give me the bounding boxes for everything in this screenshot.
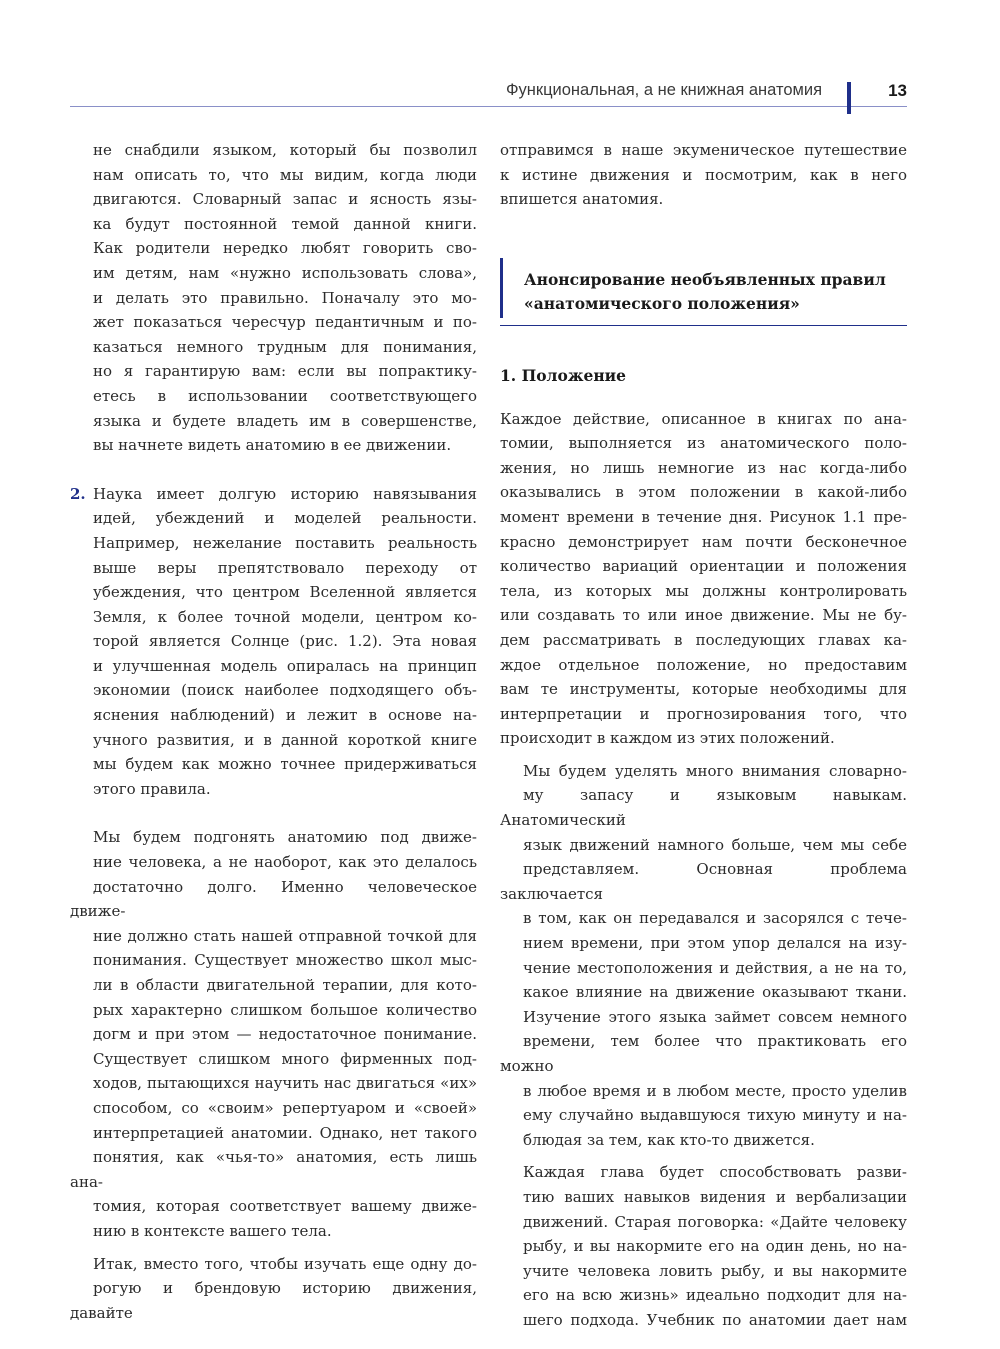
text-line: жет показаться чересчур педантичным и по- xyxy=(93,313,477,332)
text-line: Изучение этого языка займет совсем немного xyxy=(523,1007,907,1026)
text-line: Каждое действие, описанное в книгах по ана- xyxy=(500,409,907,428)
text-line: рыбу, и вы накормите его на один день, но на- xyxy=(523,1237,907,1256)
text-line: догм и при этом — недостаточное понимание. xyxy=(93,1025,477,1044)
paragraph xyxy=(70,1252,477,1326)
list-marker: 2. xyxy=(70,484,86,503)
text-line: этого правила. xyxy=(93,779,211,798)
text-line: казаться немного трудным для понимания, xyxy=(93,337,477,356)
text-line: учите человека ловить рыбу, и вы накормите xyxy=(523,1261,907,1280)
text-line: ние человека, а не наоборот, как это делалось xyxy=(93,853,477,872)
text-line: движений. Старая поговорка: «Дайте человеку xyxy=(523,1212,907,1231)
text-line: Мы будем уделять много внимания словарно- xyxy=(523,761,907,780)
text-line: убеждения, что центром Вселенной является xyxy=(93,583,477,602)
text-line: Анонсирование необъявленных правил xyxy=(524,269,886,289)
line-group xyxy=(70,1252,477,1326)
header-rule xyxy=(70,106,907,107)
text-line: жения, но лишь немногие из нас когда-либо xyxy=(500,458,907,477)
text-line: Земля, к более точной модели, центром ко- xyxy=(93,607,477,626)
text-line: и улучшенная модель опиралась на принцип xyxy=(93,656,477,675)
subheading: 1. Положение xyxy=(500,365,627,385)
text-line: понятия, как «чья-то» анатомия, есть лишь ана- xyxy=(70,1148,477,1191)
section-heading-box xyxy=(500,258,907,326)
text-line: красно демонстрирует нам почти бесконечное xyxy=(500,532,907,551)
section-accent-bar xyxy=(500,258,503,318)
text-line: способом, со «своим» репертуаром и «своей» xyxy=(93,1098,477,1117)
text-line: интерпретацией анатомии. Однако, нет такого xyxy=(93,1123,477,1142)
text-line: в любое время и в любом месте, просто уделив xyxy=(523,1081,907,1100)
text-line: мы будем как можно точнее придерживаться xyxy=(93,755,477,774)
text-line: чение местоположения и действия, а не на то, xyxy=(523,958,907,977)
text-line: томия, которая соответствует вашему движе- xyxy=(93,1197,477,1216)
paragraph xyxy=(500,407,907,751)
text-line: количество вариаций ориентации и положения xyxy=(500,557,907,576)
text-line: его на всю жизнь» идеально подходит для на- xyxy=(523,1286,907,1305)
paragraph xyxy=(500,759,907,1153)
text-line: вы начнете видеть анатомию в ее движении. xyxy=(93,436,452,455)
line-group xyxy=(500,407,907,751)
text-line: времени, тем более что практиковать его можно xyxy=(500,1032,907,1075)
text-line: и делать это правильно. Поначалу это мо- xyxy=(93,288,477,307)
header-accent-bar xyxy=(847,82,851,114)
text-line: в том, как он передавался и засорялся с тече- xyxy=(523,909,907,928)
line-group xyxy=(500,138,907,212)
text-line: интерпретации и прогнозирования того, что xyxy=(500,704,907,723)
text-line: томии, выполняется из анатомического поло- xyxy=(500,434,907,453)
text-line: Как родители нередко любят говорить сво- xyxy=(93,239,477,258)
text-line: Существует слишком много фирменных под- xyxy=(93,1049,477,1068)
text-line: ждое отдельное положение, но предоставим xyxy=(500,655,907,674)
list-item-1-continuation xyxy=(70,138,477,458)
text-line: ли в области двигательной терапии, для кото- xyxy=(93,976,477,994)
text-line: дем рассматривать в последующих главах ка- xyxy=(500,630,907,649)
text-line: Наука имеет долгую историю навязывания xyxy=(93,484,477,503)
text-line: идей, убеждений и моделей реальности. xyxy=(93,509,477,528)
text-line: му запасу и языковым навыкам. Анатомический xyxy=(500,786,907,830)
text-line: какое влияние на движение оказывают ткани. xyxy=(523,983,907,1002)
line-group xyxy=(93,138,477,458)
text-line: не снабдили языком, который бы позволил xyxy=(93,141,477,159)
text-line: яснения наблюдений) и лежит в основе на- xyxy=(93,706,477,725)
text-line: момент времени в течение дня. Рисунок 1.1 пре- xyxy=(500,507,907,526)
text-line: экономии (поиск наиболее подходящего объ- xyxy=(93,681,477,700)
line-group xyxy=(500,759,907,1153)
paragraph xyxy=(70,825,477,1243)
line-group xyxy=(93,482,477,802)
text-line: нам описать то, что мы видим, когда люди xyxy=(93,165,477,184)
text-line: понимания. Существует множество школ мыс- xyxy=(93,951,477,970)
text-line: шего подхода. Учебник по анатомии дает нам xyxy=(523,1310,907,1329)
text-line: рых характерно слишком большое количество xyxy=(93,1000,477,1019)
text-line: тию ваших навыков видения и вербализации xyxy=(523,1187,907,1206)
running-header xyxy=(70,78,907,112)
line-group xyxy=(500,1160,907,1332)
text-line: нию в контексте вашего тела. xyxy=(93,1221,332,1240)
text-line: Итак, вместо того, чтобы изучать еще одну до- xyxy=(93,1254,477,1273)
text-line: Каждая глава будет способствовать разви- xyxy=(523,1163,907,1182)
left-column xyxy=(70,138,477,1325)
text-line: отправимся в наше экуменическое путешествие xyxy=(500,141,907,159)
paragraph xyxy=(500,1160,907,1332)
text-line: к истине движения и посмотрим, как в него xyxy=(500,165,907,184)
text-line: тела, из которых мы должны контролировать xyxy=(500,581,907,600)
text-line: или создавать то или иное движение. Мы не бу- xyxy=(500,606,907,625)
text-line: «анатомического положения» xyxy=(524,294,800,314)
text-line: выше веры препятствовало переходу от xyxy=(93,558,477,577)
text-line: Мы будем подгонять анатомию под движе- xyxy=(93,828,477,847)
text-line: ка будут постоянной темой данной книги. xyxy=(93,214,477,233)
right-column xyxy=(500,138,907,1333)
text-line: вам те инструменты, которые необходимы для xyxy=(500,680,907,699)
text-line: блюдая за тем, как кто-то движется. xyxy=(523,1130,815,1149)
running-title: Функциональная, а не книжная анатомия xyxy=(505,81,822,99)
text-line: Например, нежелание поставить реальность xyxy=(93,533,477,552)
section-heading xyxy=(524,268,907,317)
line-group xyxy=(524,268,907,317)
text-line: достаточно долго. Именно человеческое движе- xyxy=(70,877,477,921)
list-item-2 xyxy=(70,482,477,802)
text-line: происходит в каждом из этих положений. xyxy=(500,729,835,748)
text-line: рогую и брендовую историю движения, давайте xyxy=(70,1279,477,1322)
page-number: 13 xyxy=(888,81,907,100)
text-line: торой является Солнце (рис. 1.2). Эта новая xyxy=(93,632,477,651)
text-line: представляем. Основная проблема заключается xyxy=(500,860,907,903)
text-line: етесь в использовании соответствующего xyxy=(93,386,477,405)
text-line: оказывались в этом положении в какой-либо xyxy=(500,483,907,502)
text-line: ходов, пытающихся научить нас двигаться «их» xyxy=(93,1074,477,1093)
text-line: учного развития, и в данной короткой книге xyxy=(93,730,477,749)
paragraph-continuation xyxy=(500,138,907,212)
text-line: ему случайно выдавшуюся тихую минуту и на- xyxy=(523,1106,907,1125)
text-line: им детям, нам «нужно использовать слова», xyxy=(93,263,477,282)
text-line: нием времени, при этом упор делался на изу- xyxy=(523,934,907,953)
text-line: двигаются. Словарный запас и ясность язы- xyxy=(93,190,477,209)
line-group xyxy=(70,825,477,1243)
text-line: ние должно стать нашей отправной точкой для xyxy=(93,926,477,945)
text-line: язык движений намного больше, чем мы себе xyxy=(523,835,907,854)
text-line: впишется анатомия. xyxy=(500,190,664,209)
text-line: языка и будете владеть им в совершенстве, xyxy=(93,411,477,430)
text-line: но я гарантирую вам: если вы попрактику- xyxy=(93,362,477,381)
